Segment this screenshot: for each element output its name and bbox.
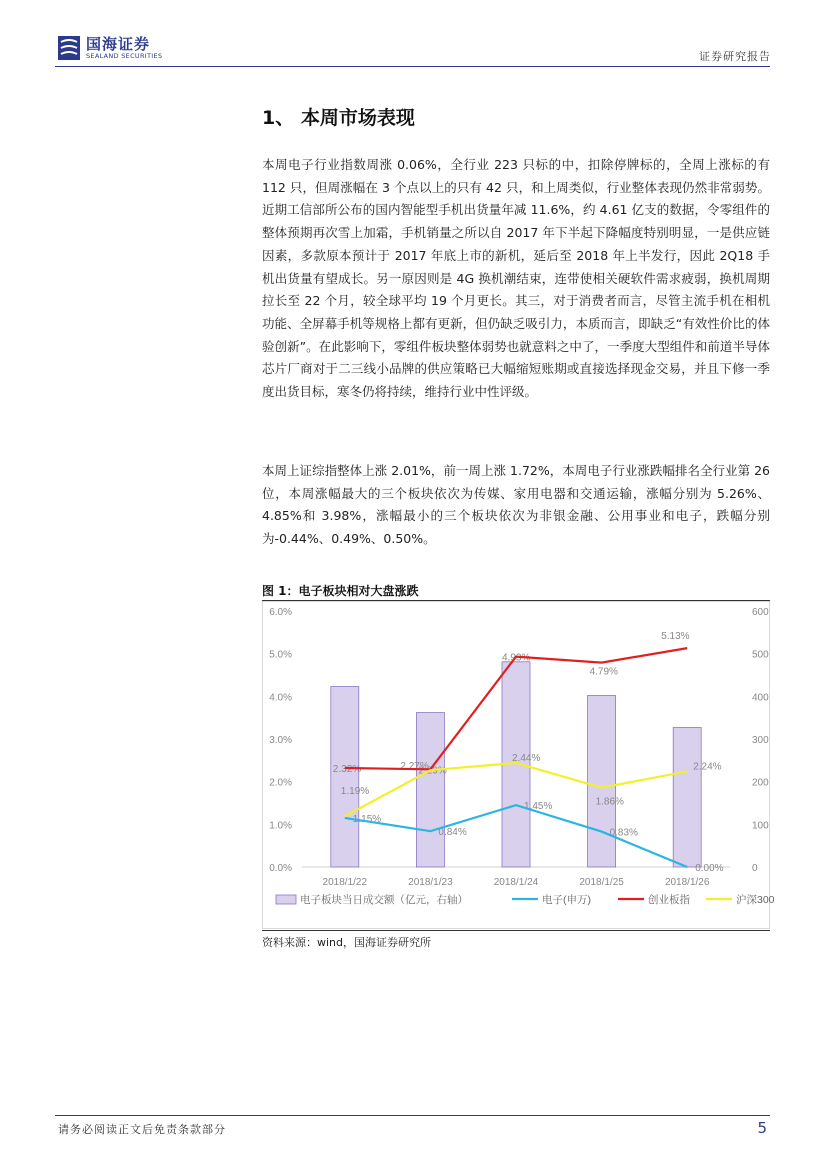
left-axis-tick-label: 6.0% xyxy=(269,607,292,618)
data-label: 5.13% xyxy=(661,631,690,643)
data-label: 2.44% xyxy=(512,752,541,764)
logo-chinese-name: 国海证券 xyxy=(86,35,151,53)
page-header xyxy=(0,0,827,70)
relative-performance-chart xyxy=(262,601,775,929)
footer-divider xyxy=(55,1115,770,1116)
data-label: 2.27% xyxy=(400,761,429,773)
data-label: 0.83% xyxy=(609,827,638,839)
right-axis-tick-label: 100 xyxy=(752,820,769,832)
x-axis-tick-label: 2018/1/23 xyxy=(408,877,453,888)
right-axis-tick-label: 400 xyxy=(752,692,769,704)
legend-swatch-bar xyxy=(276,895,296,904)
left-axis-tick-label: 4.0% xyxy=(269,692,292,704)
report-type-label: 证券研究报告 xyxy=(699,50,771,63)
x-axis-tick-label: 2018/1/25 xyxy=(579,877,624,888)
data-label: 0.00% xyxy=(695,863,724,874)
data-label: 1.15% xyxy=(352,813,382,825)
volume-bar xyxy=(416,713,447,867)
data-label: 0.84% xyxy=(438,827,467,839)
left-axis-tick-label: 3.0% xyxy=(269,735,292,746)
volume-bar xyxy=(673,727,701,867)
left-axis-tick-label: 5.0% xyxy=(269,649,292,661)
disclaimer-note: 请务必阅读正文后免责条款部分 xyxy=(58,1123,226,1136)
volume-bar xyxy=(588,695,616,867)
x-axis-tick-label: 2018/1/24 xyxy=(493,877,539,888)
legend-label: 电子(申万) xyxy=(542,894,591,906)
header-divider xyxy=(55,66,770,67)
right-axis-tick-label: 300 xyxy=(752,735,769,746)
figure-bottom-rule xyxy=(262,930,770,931)
x-axis-tick-label: 2018/1/22 xyxy=(322,877,368,888)
left-axis-tick-label: 1.0% xyxy=(269,820,292,832)
legend-label: 创业板指 xyxy=(648,894,690,906)
figure-source: 资料来源：wind，国海证券研究所 xyxy=(262,936,432,949)
right-axis-tick-label: 600 xyxy=(752,607,769,618)
sealand-logo-icon xyxy=(58,36,80,60)
company-logo xyxy=(58,36,162,60)
data-label: 1.45% xyxy=(524,801,553,813)
data-label: 4.93% xyxy=(502,652,531,664)
right-axis-tick-label: 0 xyxy=(752,863,758,874)
section-title: 1、 本周市场表现 xyxy=(262,107,415,129)
logo-english-name: SEALAND SECURITIES xyxy=(86,52,163,60)
legend-label: 电子板块当日成交额（亿元，右轴） xyxy=(300,894,468,906)
paragraph-market-performance: 本周上证综指整体上涨 2.01%，前一周上涨 1.72%，本周电子行业涨跌幅排名全行业第 26 位，本周涨幅最大的三个板块依次为传媒、家用电器和交通运输，涨幅分别为 5.26%、4.85%和 3.98%，涨幅最小的三个板块依次为非银金融、公用事业和电子，跌幅分别为-0.44%、0.49%、0.50%。 xyxy=(262,463,770,547)
data-label: 1.86% xyxy=(595,796,624,808)
data-label: 1.19% xyxy=(340,786,370,798)
data-label: 2.29% xyxy=(418,765,447,777)
data-label: 4.79% xyxy=(589,666,618,678)
right-axis-tick-label: 200 xyxy=(752,777,769,789)
left-axis-tick-label: 2.0% xyxy=(269,777,292,789)
paragraph-industry-overview: 本周电子行业指数周涨 0.06%，全行业 223 只标的中，扣除停牌标的，全周上涨标的有 112 只，但周涨幅在 3 个点以上的只有 42 只，和上周类似，行业整体表现仍然非常弱势。近期工信部所公布的国内智能型手机出货量年减 11.6%，约 4.61 亿支的数据，令零组件的整体预期再次雪上加霜，手机销量之所以自 2017 年下半起下降幅度特别明显，一是供应链因素，多款原本预计于 2017 年底上市的新机，延后至 2018 年上半发行，因此 2Q18 手机出货量有望成长。另一原因则是 4G 换机潮结束，连带使相关硬软件需求疲弱，换机周期拉长至 22 个月，较全球平均 19 个月更长。其三，对于消费者而言，尽管主流手机在相机功能、全屏幕手机等规格上都有更新，但仍缺乏吸引力，本质而言，即缺乏“有效性价比的体验创新”。在此影响下，零组件板块整体弱势也就意料之中了，一季度大型组件和前道半导体芯片厂商对于二三线小品牌的供应策略已大幅缩短账期或直接选择现金交易，并且下修一季度出货目标，寒冬仍将持续，维持行业中性评级。 xyxy=(262,157,770,400)
right-axis-tick-label: 500 xyxy=(752,649,769,661)
page-number: 5 xyxy=(757,1119,767,1137)
data-label: 2.24% xyxy=(693,761,722,773)
x-axis-tick-label: 2018/1/26 xyxy=(664,877,710,888)
volume-bar xyxy=(331,687,362,867)
left-axis-tick-label: 0.0% xyxy=(269,863,292,874)
data-label: 2.32% xyxy=(332,764,362,776)
figure-title: 图 1：电子板块相对大盘涨跌 xyxy=(262,584,419,598)
legend-label: 沪深300 xyxy=(736,894,775,906)
